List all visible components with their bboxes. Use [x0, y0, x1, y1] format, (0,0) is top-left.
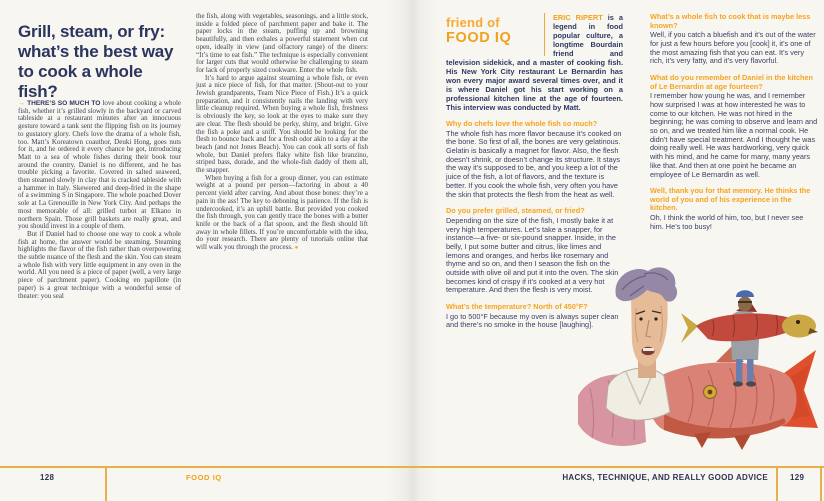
answer: I go to 500°F because my oven is always super clean and there’s no smoke in the house [laughing]. [446, 311, 619, 330]
question: Do you prefer grilled, steamed, or fried? [446, 206, 585, 216]
friend-of-food-iq-kicker [446, 13, 545, 56]
end-mark-icon: ● [294, 245, 299, 252]
question: Well, thank you for that memory. He thinks the world of you and of his experience in the kitchen. [650, 186, 811, 213]
portrait-head [616, 267, 678, 378]
qa-block [650, 74, 819, 179]
qa-block [650, 13, 819, 66]
paragraph [196, 175, 368, 253]
big-fish-illustration [649, 346, 818, 450]
paragraph-text: love about cooking a whole fish, whether it’s grilled slowly in the backyard or carved tableside at a restaurant minutes after an innocuous gesture toward a tank sent the flipping fish on its journey to gustatory glory. Chefs love the drama of a whole fish, too. Matt’s Koreatown coauthor, Deuki Hong, goes nuts for it, and he ordered it every chance he got, introducing Matt to a sea of whole fishes during their book tour around the country. Daniel is no different, and he has trouble picking a favorite. Covered in salted seaweed, then steamed slowly in clay that is cracked tableside with a hammer in Italy. Skewered and deep-fried in the shape of a swimming S in Singapore. The whole poached Dover sole at La Grenouille in New York City. And perhaps the most memorable of all: grilled turbot at Elkano in northern Spain. Those grill baskets are really great, and you should invest in a couple of them. [18, 99, 182, 231]
title-line: Grill, steam, or fry: [18, 22, 165, 42]
answer: Oh, I think the world of him, too, but I never see him. He’s too busy! [650, 213, 804, 231]
paragraph [18, 100, 181, 231]
article-column-2 [196, 13, 368, 253]
kicker-line-1: friend of [446, 15, 500, 30]
footer-chapter-label: HACKS, TECHNIQUE, AND REALLY GOOD ADVICE [562, 473, 768, 482]
lead-in-text: THERE’S SO MUCH TO [27, 100, 101, 107]
page-number-right: 129 [790, 473, 805, 482]
footer-divider-left [105, 466, 107, 501]
footer-edge-rule [820, 466, 822, 501]
footer-section-label: FOOD IQ [186, 473, 222, 482]
answer: The whole fish has more flavor because it’s cooked on the bone. So first of all, the bones are very gelatinous. Gelatin is basically a magnet for flavor. Also, the flesh doesn’t shrink, or doesn’t change its structure. It stays the way it’s supposed to be, and you keep a lot of the juice of the fish, a lot of flavors, and the texture is better. If you cook the whole fish, very often you have the skin that protects the flesh from the heat as well. [446, 128, 622, 199]
qa-block [650, 187, 819, 231]
paragraph: But if Daniel had to choose one way to cook a whole fish at home, the answer would be steaming. Steaming highlights the flavor of the fish rather than overpowering the subtle nuance of the flesh and the skin. You can steam a whole fish with very little equipment in any oven in the world. All you need is a piece of paper (well, a very large piece of parchment paper). Cooking en papillote (in paper) is a great technique with a wonderful sense of theater: you seal [18, 229, 181, 300]
page-gutter-shadow [386, 0, 438, 501]
paragraph: the fish, along with vegetables, seasonings, and a little stock, inside a folded piece of parchment paper and bake it. The paper locks in the steam, puffing up and browning beautifully, and then exhales a powerful statement when cut open, ideally in view (and olfactory range) of the diners: “It’s time to eat fish.” The technique is especially convenient for larger cuts that would otherwise be challenging to steam for lack of properly sized cookware. Enter the whole fish. [196, 12, 368, 74]
qa-block [446, 120, 623, 199]
question: What’s a whole fish to cook that is maybe less known? [650, 12, 811, 30]
question: What do you remember of Daniel in the kitchen of Le Bernardin at age fourteen? [650, 73, 813, 91]
footer-divider-right [776, 466, 778, 501]
answer: Depending on the size of the fish, I mostly bake it at very high temperatures. Let’s take a snapper, for instance—a five- or six-pound snapper. Inside, in the belly, I put some butter and citrus, like limes and lemons and oranges, and herbs like rosemary and thyme and so on, and then I season the fish on the outside with olive oil and put it into the oven. The skin becomes kind of crispy if it’s cooked at a very hot temperature. And then the flesh is very moist. [446, 215, 619, 295]
article-column-1 [18, 100, 181, 300]
footer-rule [0, 466, 824, 468]
title-line: what’s the best way [18, 42, 174, 62]
paragraph-text: When buying a fish for a group dinner, you can estimate weight at a pound per person—factoring in about a 40 percent yield after carving. And about those bones: they’re a pain in the ass! The key to deboning is patience. If the fish is undercooked, it’s an uphill battle. But provided you cooked the fish through, you can gently trace the bones with a butter knife or the back of a flat spoon, and the flesh should lift away in whole fillets. If you’re uncomfortable with the idea, do your research. There are plenty of tutorials online that will walk you through the process. [196, 173, 368, 252]
illustration-eric-ripert-with-whole-fish [548, 264, 820, 464]
question: Why do chefs love the whole fish so much? [446, 119, 598, 128]
arrow-icon: → [18, 100, 25, 107]
answer: Well, if you catch a bluefish and it’s out of the water for just a few hours before you [cook] it, it’s one of the most amazing fish that you can eat. It’s very rich, it’s very fatty, and it’s very flavorful. [650, 30, 816, 66]
question: What’s the temperature? North of 450°F? [446, 302, 588, 312]
title-line: fish? [18, 82, 58, 102]
kicker-line-2: FOOD IQ [446, 30, 512, 46]
page-number-left: 128 [40, 473, 55, 482]
interview-intro [446, 13, 623, 112]
page-title [18, 22, 198, 102]
interview-column-2 [650, 13, 819, 231]
interviewee-name: ERIC RIPERT [553, 13, 603, 22]
intro-text: is a legend in food popular culture, a longtime Bourdain friend and television sidekick, and a master of cooking fish. His New York City restaurant Le Bernardin has won every major award several times over, and it is where Daniel got his start working on a professional kitchen line at the age of fourteen. This interview was conducted by Matt. [446, 13, 623, 112]
answer: I remember how young he was, and I remember how surprised I was at how interested he was to come to our kitchen. He was not hired in the beginning; he was coming to observe and learn and so on, and we treated him like a normal cook. He didn’t have special treatment. And I thought he was doing really well. He was hardworking, very quick with his mind, and he came for many, many years like that. And then at one point he became an employee of Le Bernardin as well. [650, 91, 818, 179]
paragraph: It’s hard to argue against steaming a whole fish, or even just a nice piece of fish, for that matter. (Shout-out to your Jewish grandparents, Team Nice Piece of Fish.) It’s a quick preparation, and it consistently nails the landing with very little cleanup required. When buying a whole fish, freshness is obviously the key, so look at the eyes to make sure they are clear. The flesh should be perky, shiny, and bright. Give the fish a poke and a sniff. You should be looking for the flesh to bounce back and for a fresh odor akin to a day at the beach (and not Jones Beach). You can cook all sorts of fish whole, but Daniel prefers flaky white fish like branzino, striped bass, dorade, and the whole-fish daddy of them all, the snapper. [196, 73, 368, 175]
title-line: to cook a whole [18, 62, 143, 82]
